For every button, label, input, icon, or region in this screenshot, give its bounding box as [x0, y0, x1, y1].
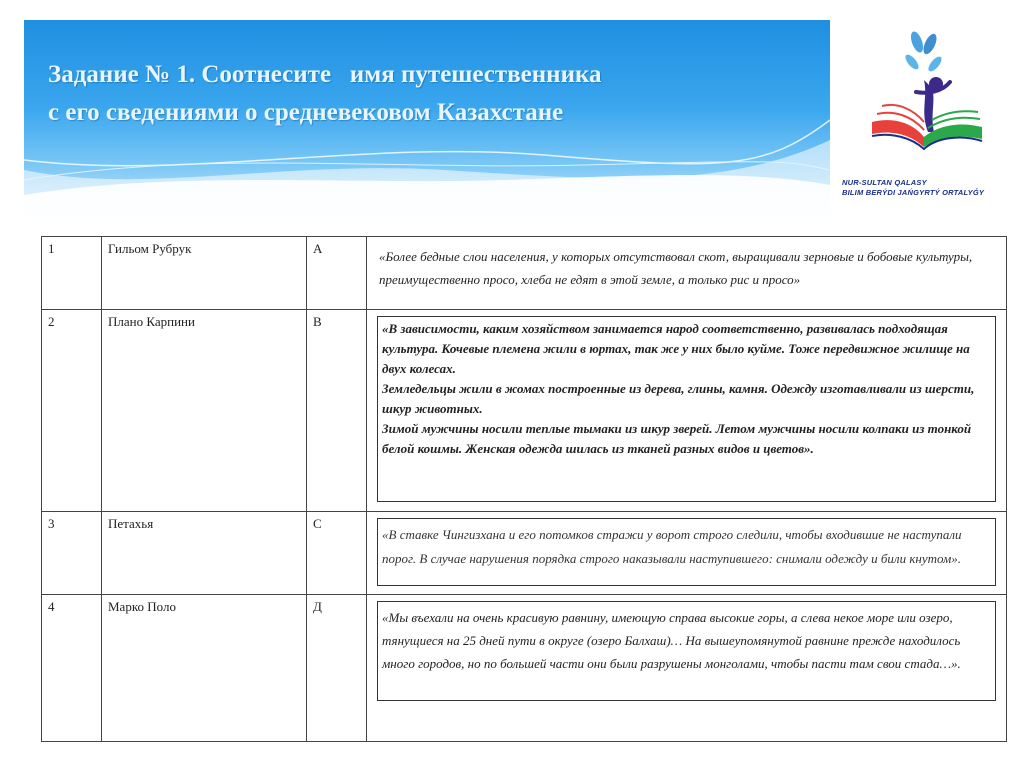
description-box — [377, 316, 996, 502]
answer-letter: С — [307, 512, 367, 595]
logo-emblem-icon — [832, 22, 1002, 172]
row-number: 4 — [42, 595, 102, 742]
description-text: Зимой мужчины носили теплые тымаки из шкур зверей. Летом мужчины носили колпаки из тонкой белой кошмы. Женская одежда шилась из тканей разных видов и цветов». — [382, 421, 972, 456]
table-row — [42, 512, 1007, 595]
header-banner — [24, 20, 830, 215]
table-row — [42, 310, 1007, 512]
description-text: «Более бедные слои населения, у которых отсутствовал скот, выращивали зерновые и бобовые культуры, преимущественно просо, хлеба не едят в этой земле, а только рис и просо» — [379, 249, 973, 287]
description-text: «Мы въехали на очень красивую равнину, имеющую справа высокие горы, а слева некое море или озеро, тянущиеся на 25 дней пути в округе (озеро Балхаш)… На вышеупомянутой равнине прежде находилось много городов, но по большей части они были разрушены монголами, чтобы пасти там свои стада…». — [377, 601, 996, 701]
page-title — [48, 56, 708, 132]
description-cell — [367, 310, 1007, 512]
table-row — [42, 237, 1007, 310]
row-number: 3 — [42, 512, 102, 595]
matching-table — [41, 236, 1007, 742]
description-text: «В ставке Чингизхана и его потомков стражи у ворот строго следили, чтобы входившие не наступали порог. В случае нарушения порядка строго наказывали наступившего: снимали одежду и били кнутом». — [377, 518, 996, 586]
logo-text-line-1: NUR-SULTAN QALASY — [842, 178, 927, 187]
traveler-name: Гильом Рубрук — [102, 237, 307, 310]
answer-letter: Д — [307, 595, 367, 742]
description-cell — [367, 237, 1007, 310]
traveler-name: Плано Карпини — [102, 310, 307, 512]
description-cell — [367, 512, 1007, 595]
description-text: Земледельцы жили в жомах построенные из дерева, глины, камня. Одежду изготавливали из шерсти, шкур животных. — [382, 381, 975, 416]
description-text: «В зависимости, каким хозяйством занимается народ соответственно, развивалась подходящая культура. Кочевые племена жили в юртах, так же у них было куйме. Тоже передвижное жилище на двух колесах. — [382, 321, 970, 376]
traveler-name: Петахья — [102, 512, 307, 595]
answer-letter: А — [307, 237, 367, 310]
traveler-name: Марко Поло — [102, 595, 307, 742]
table-row — [42, 595, 1007, 742]
title-line-1: Задание № 1. Соотнесите имя путешественника — [48, 61, 602, 88]
row-number: 1 — [42, 237, 102, 310]
logo-text-line-2: BILIM BERÝDI JAŃGYRTÝ ORTALYǴY — [842, 188, 985, 197]
description-cell — [367, 595, 1007, 742]
row-number: 2 — [42, 310, 102, 512]
answer-letter: В — [307, 310, 367, 512]
title-line-2: с его сведениями о средневековом Казахстане — [48, 99, 564, 126]
